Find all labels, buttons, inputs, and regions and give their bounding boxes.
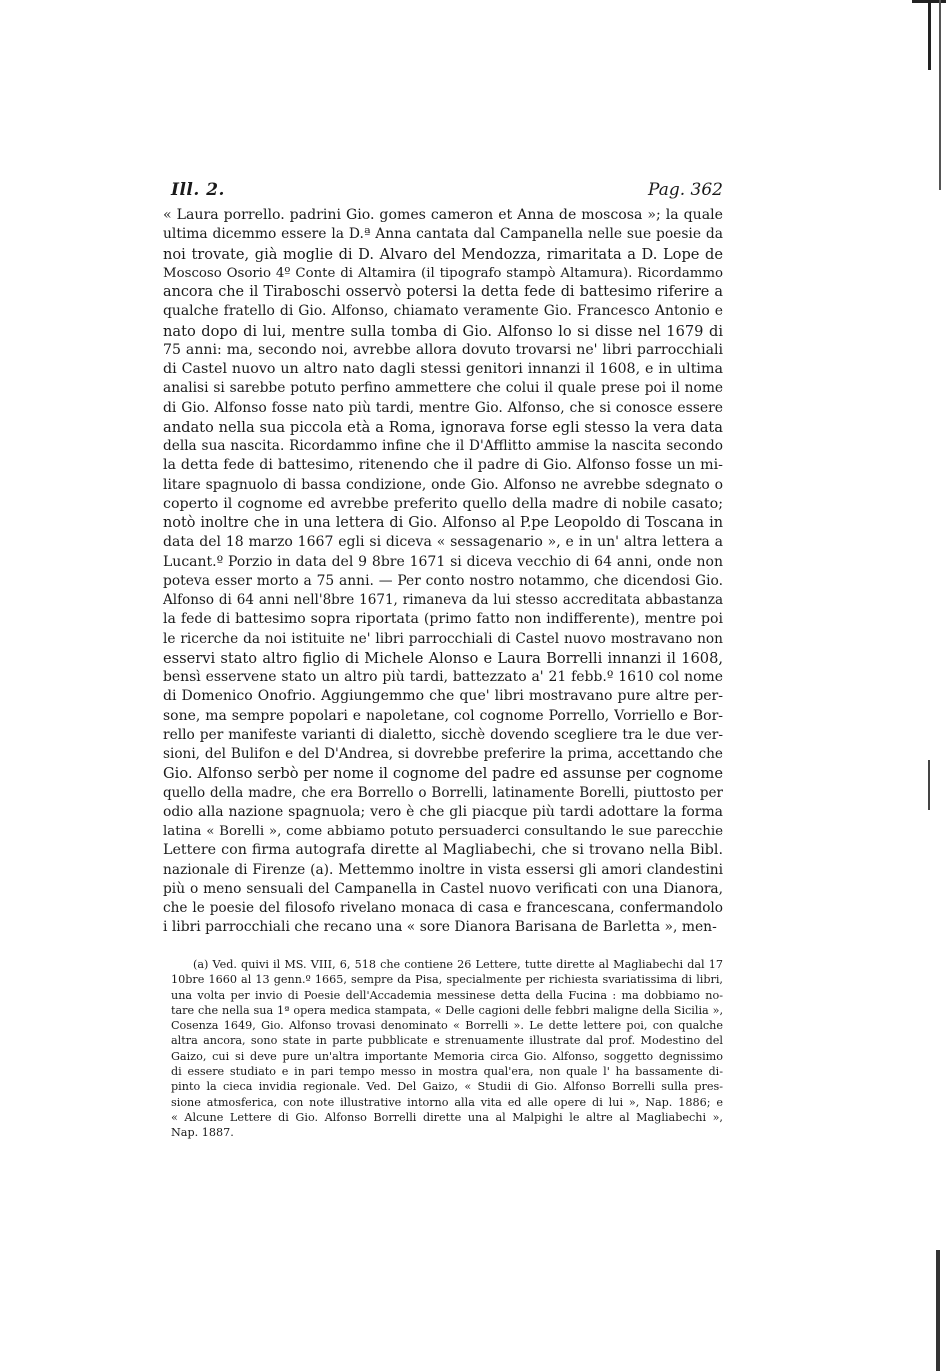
text-line: di Castel nuovo un altro nato dagli stessi genitori innanzi il 1608, e in ultima	[163, 361, 723, 377]
text-line: che le poesie del filosofo rivelano monaca di casa e francescana, confermandolo	[163, 900, 723, 916]
text-line: nato dopo di lui, mentre sulla tomba di Gio. Alfonso lo si disse nel 1679 di	[163, 322, 723, 340]
text-line: Moscoso Osorio 4º Conte di Altamira (il tipografo stampò Altamura). Ricordammo	[163, 265, 723, 281]
footnote-line: sione atmosferica, con note illustrative intorno alla vita ed alle opere di lui », Nap. 1886; e	[171, 1095, 723, 1109]
page-header	[171, 180, 723, 206]
footnote-line: Gaizo, cui si deve pure un'altra importante Memoria circa Gio. Alfonso, soggetto degnissimo	[171, 1049, 723, 1063]
text-line: andato nella sua piccola età a Roma, ignorava forse egli stesso la vera data	[163, 418, 723, 436]
text-line: bensì esservene stato un altro più tardi, battezzato a' 21 febb.º 1610 col nome	[163, 669, 723, 685]
footnote-line: Nap. 1887.	[171, 1126, 234, 1140]
footnote-line: tare che nella sua 1ª opera medica stampata, « Delle cagioni delle febbri maligne della Sicilia »,	[171, 1003, 723, 1017]
footnote-line: altra ancora, sono state in parte pubblicate e strenuamente illustrate dal prof. Modestino del	[171, 1034, 723, 1048]
text-line: litare spagnuolo di bassa condizione, onde Gio. Alfonso ne avrebbe sdegnato o	[163, 476, 723, 493]
text-line: rello per manifeste varianti di dialetto, sicchè dovendo scegliere tra le due ver-	[163, 726, 723, 743]
footnote-line: (a) Ved. quivi il MS. VIII, 6, 518 che contiene 26 Lettere, tutte dirette al Magliabechi dal 17	[193, 958, 723, 971]
footnote-line: Cosenza 1649, Gio. Alfonso trovasi denominato « Borrelli ». Le dette lettere poi, con qualche	[171, 1019, 723, 1033]
scan-edge-mark	[939, 0, 941, 190]
text-line: la fede di battesimo sopra riportata (primo fatto non indifferente), mentre poi	[163, 611, 723, 628]
text-line: i libri parrocchiali che recano una « sore Dianora Barisana de Barletta », men-	[163, 919, 717, 936]
scan-edge-mark	[928, 760, 930, 810]
text-line: poteva esser morto a 75 anni. — Per conto nostro notammo, che dicendosi Gio.	[163, 572, 723, 589]
text-line: odio alla nazione spagnuola; vero è che gli piacque più tardi adottare la forma	[163, 803, 723, 820]
text-line: della sua nascita. Ricordammo infine che il D'Afflitto ammise la nascita secondo	[163, 438, 723, 454]
text-line: nazionale di Firenze (a). Mettemmo inoltre in vista essersi gli amori clandestini	[163, 861, 723, 878]
text-line: coperto il cognome ed avrebbe preferito quello della madre di nobile casato;	[163, 495, 723, 512]
text-line: più o meno sensuali del Campanella in Castel nuovo verificati con una Dianora,	[163, 880, 723, 897]
text-line: noi trovate, già moglie di D. Alvaro del Mendozza, rimaritata a D. Lope de	[163, 245, 723, 263]
scan-edge-mark	[936, 1250, 940, 1371]
text-line: le ricerche da noi istituite ne' libri parrocchiali di Castel nuovo mostravano non	[163, 630, 723, 647]
text-line: sioni, del Bulifon e del D'Andrea, si dovrebbe preferire la prima, accettando che	[163, 746, 723, 762]
footnote	[171, 957, 723, 1141]
text-line: « Laura porrello. padrini Gio. gomes cameron et Anna de moscosa »; la quale	[163, 207, 723, 223]
text-line: analisi si sarebbe potuto perfino ammettere che colui il quale prese poi il nome	[163, 380, 723, 397]
footnote-line: di essere studiato e in pari tempo messo in mostra qual'era, non quale l' ha bassamente di-	[171, 1065, 723, 1079]
text-line: ultima dicemmo essere la D.ª Anna cantata dal Campanella nelle sue poesie da	[163, 226, 723, 243]
footnote-line: una volta per invio di Poesie dell'Accademia messinese detta della Fucina : ma dobbiamo no-	[171, 988, 723, 1002]
text-line: esservi stato altro figlio di Michele Alonso e Laura Borrelli innanzi il 1608,	[163, 649, 723, 667]
text-line: 75 anni: ma, secondo noi, avrebbe allora dovuto trovarsi ne' libri parrocchiali	[163, 341, 723, 358]
text-line: Lucant.º Porzio in data del 9 8bre 1671 si diceva vecchio di 64 anni, onde non	[163, 553, 723, 570]
text-line: ancora che il Tiraboschi osservò potersi la detta fede di battesimo riferire a	[163, 284, 723, 300]
text-line: di Domenico Onofrio. Aggiungemmo che que' libri mostravano pure altre per-	[163, 688, 723, 705]
text-line: data del 18 marzo 1667 egli si diceva « sessagenario », e in un' altra lettera a	[163, 534, 723, 551]
text-line: Lettere con firma autografa dirette al Magliabechi, che si trovano nella Bibl.	[163, 842, 723, 859]
footnote-line: 10bre 1660 al 13 genn.º 1665, sempre da Pisa, specialmente per richiesta svariatissima di libri,	[171, 973, 723, 987]
text-line: notò inoltre che in una lettera di Gio. Alfonso al P.pe Leopoldo di Toscana in	[163, 515, 723, 531]
text-line: sone, ma sempre popolari e napoletane, col cognome Porrello, Vorriello e Bor-	[163, 707, 723, 724]
text-line: la detta fede di battesimo, ritenendo che il padre di Gio. Alfonso fosse un mi-	[163, 457, 723, 474]
text-line: di Gio. Alfonso fosse nato più tardi, mentre Gio. Alfonso, che si conosce essere	[163, 399, 723, 416]
footnote-line: « Alcune Lettere di Gio. Alfonso Borrelli dirette una al Malpighi le altre al Magliabechi »,	[171, 1110, 723, 1124]
scan-edge-mark	[928, 0, 931, 70]
text-line: quello della madre, che era Borrello o Borrelli, latinamente Borelli, piuttosto per	[163, 784, 723, 801]
footnote-line: pinto la cieca invidia regionale. Ved. Del Gaizo, « Studii di Gio. Alfonso Borrelli sulla pres-	[171, 1080, 723, 1094]
page-number: Pag. 362	[648, 180, 723, 200]
text-line: qualche fratello di Gio. Alfonso, chiamato veramente Gio. Francesco Antonio e	[163, 303, 723, 320]
text-line: Alfonso di 64 anni nell'8bre 1671, rimaneva da lui stesso accreditata abbastanza	[163, 592, 723, 608]
text-line: Gio. Alfonso serbò per nome il cognome del padre ed assunse per cognome	[163, 765, 723, 783]
main-text	[163, 206, 723, 938]
plate-reference: Ill. 2.	[171, 180, 225, 200]
text-line: latina « Borelli », come abbiamo potuto persuaderci consultando le sue parecchie	[163, 824, 723, 839]
